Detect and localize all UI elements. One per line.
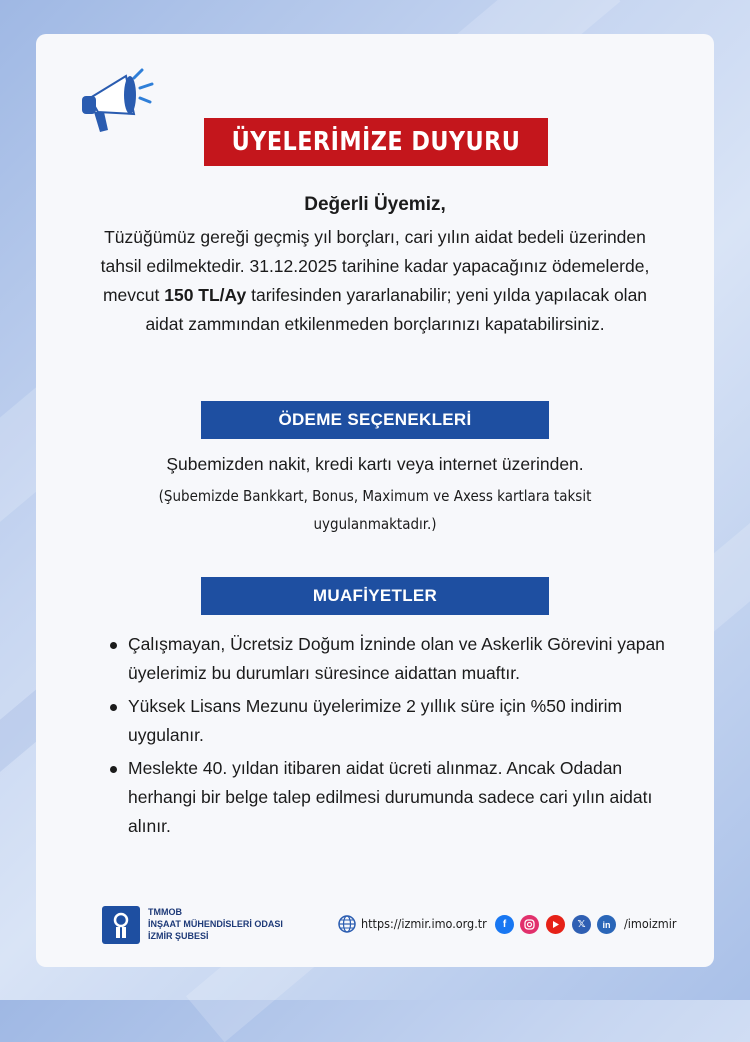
- exemptions-heading: MUAFİYETLER: [201, 577, 549, 615]
- list-item-text: Çalışmayan, Ücretsiz Doğum İzninde olan ve Askerlik Görevini yapan üyelerimiz bu durumları süresince aidattan muaftır.: [128, 634, 665, 683]
- bullet-icon: [110, 766, 117, 773]
- org-line-2: İNŞAAT MÜHENDİSLERİ ODASI: [148, 919, 283, 929]
- tariff-highlight: 150 TL/Ay: [164, 285, 247, 305]
- greeting: Değerli Üyemiz,: [304, 194, 446, 215]
- announcement-card: [36, 34, 714, 967]
- megaphone-icon: [76, 68, 156, 138]
- payment-installment-note: (Şubemizde Bankkart, Bonus, Maximum ve Axess kartlara taksit uygulanmaktadır.): [158, 487, 592, 533]
- payment-options-text: Şubemizden nakit, kredi kartı veya internet üzerinden.: [166, 454, 584, 474]
- globe-icon: [338, 915, 356, 933]
- intro-text-part2: tarifesinden yararlanabilir; yeni yılda yapılacak olan aidat zammından etkilenmeden borçlarınızı kapatabilirsiniz.: [145, 285, 648, 334]
- list-item: [108, 630, 668, 688]
- intro-text-part1: Tüzüğümüz gereği geçmiş yıl borçları, cari yılın aidat bedeli üzerinden tahsil edilmektedir. 31.12.2025 tarihine kadar yapacağınız ödemelerde, mevcut: [100, 227, 650, 305]
- imo-logo-icon: [102, 906, 140, 944]
- instagram-icon[interactable]: [520, 915, 539, 934]
- org-line-1: TMMOB: [148, 907, 182, 917]
- list-item-text: Yüksek Lisans Mezunu üyelerimize 2 yıllık süre için %50 indirim uygulanır.: [128, 696, 623, 745]
- intro-paragraph: [94, 223, 656, 339]
- payment-options-heading: ÖDEME SEÇENEKLERİ: [201, 401, 549, 439]
- facebook-icon[interactable]: f: [495, 915, 514, 934]
- exemptions-list: [108, 630, 668, 845]
- list-item: [108, 692, 668, 750]
- linkedin-icon[interactable]: in: [597, 915, 616, 934]
- footer: [102, 902, 692, 946]
- website-link[interactable]: https://izmir.imo.org.tr: [361, 916, 487, 931]
- list-item: [108, 754, 668, 841]
- page-title: ÜYELERİMİZE DUYURU: [204, 118, 548, 166]
- social-handle[interactable]: /imoizmir: [624, 916, 677, 931]
- x-icon[interactable]: 𝕏: [572, 915, 591, 934]
- org-line-3: İZMİR ŞUBESİ: [148, 931, 209, 941]
- bullet-icon: [110, 642, 117, 649]
- organization-name: [148, 906, 283, 942]
- bullet-icon: [110, 704, 117, 711]
- list-item-text: Meslekte 40. yıldan itibaren aidat ücreti alınmaz. Ancak Odadan herhangi bir belge talep edilmesi durumunda sadece cari yılın aidatı alınır.: [128, 758, 653, 836]
- youtube-icon[interactable]: [546, 915, 565, 934]
